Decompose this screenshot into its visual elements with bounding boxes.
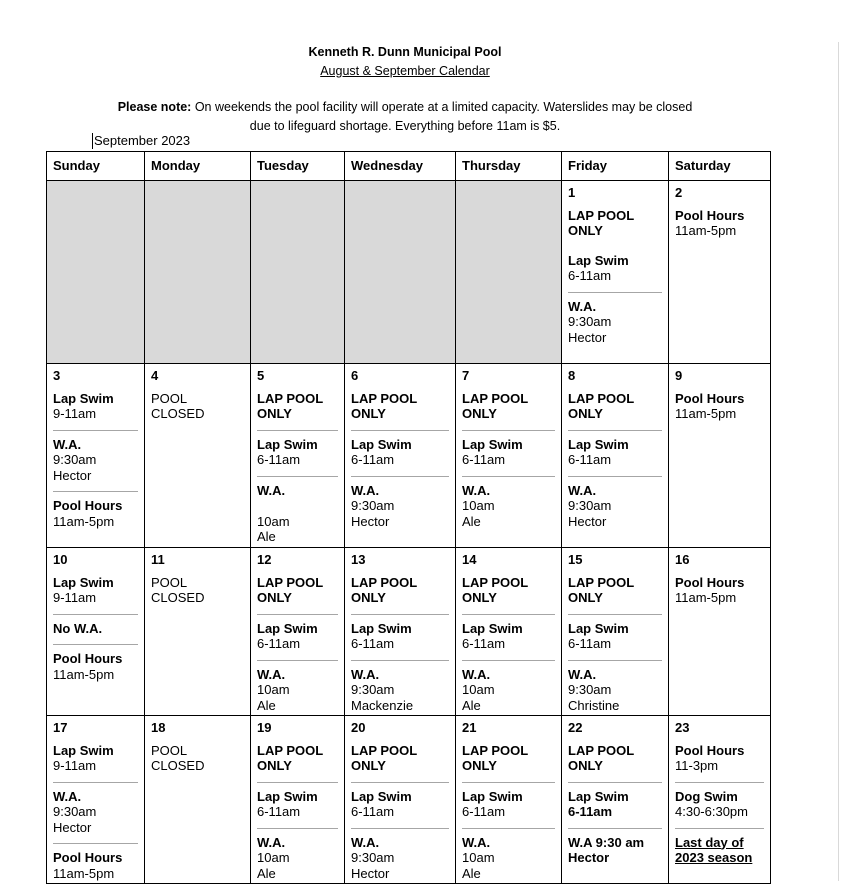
schedule-block bbox=[568, 253, 662, 284]
schedule-line: Lap Swim bbox=[462, 620, 523, 636]
schedule-line: LAP POOL bbox=[568, 574, 635, 590]
schedule-block bbox=[675, 743, 764, 774]
day-number: 6 bbox=[351, 368, 359, 383]
day-cell bbox=[669, 364, 771, 548]
day-cell bbox=[669, 548, 771, 716]
weekday-header-row bbox=[47, 152, 771, 181]
day-number: 8 bbox=[568, 368, 576, 383]
empty-day-cell bbox=[145, 181, 251, 364]
schedule-line: 4:30-6:30pm bbox=[675, 804, 748, 819]
empty-day-cell bbox=[345, 181, 456, 364]
week-row bbox=[47, 548, 771, 716]
day-number: 9 bbox=[675, 368, 683, 383]
schedule-line: 6-11am bbox=[257, 804, 301, 819]
schedule-line: LAP POOL bbox=[257, 742, 324, 758]
schedule-line: W.A. bbox=[462, 482, 491, 498]
schedule-line: POOL bbox=[151, 742, 188, 758]
schedule-line: Lap Swim bbox=[462, 436, 523, 452]
schedule-line: 9:30am bbox=[351, 850, 395, 865]
day-number: 20 bbox=[351, 720, 366, 735]
schedule-block bbox=[351, 575, 449, 606]
cell-divider bbox=[568, 660, 662, 661]
schedule-line: W.A. bbox=[351, 482, 380, 498]
schedule-line: Hector bbox=[351, 513, 390, 529]
empty-day-cell bbox=[251, 181, 345, 364]
day-number: 18 bbox=[151, 720, 166, 735]
schedule-block bbox=[462, 835, 555, 882]
schedule-line: ONLY bbox=[351, 590, 386, 605]
schedule-line: 9:30am bbox=[568, 314, 612, 329]
calendar-table bbox=[46, 151, 771, 884]
schedule-line: Lap Swim bbox=[568, 252, 629, 268]
day-cell bbox=[145, 716, 251, 884]
schedule-line: 2023 season bbox=[675, 850, 753, 865]
schedule-line: 9:30am bbox=[53, 804, 97, 819]
day-cell bbox=[345, 716, 456, 884]
schedule-block bbox=[568, 299, 662, 346]
schedule-line: POOL bbox=[151, 574, 188, 590]
cell-divider bbox=[257, 476, 338, 477]
cell-divider bbox=[568, 782, 662, 783]
day-number: 17 bbox=[53, 720, 68, 735]
schedule-line: 9:30am bbox=[568, 682, 612, 697]
schedule-line: LAP POOL bbox=[351, 574, 418, 590]
month-label: September 2023 bbox=[94, 133, 191, 148]
schedule-line: 6-11am bbox=[351, 636, 395, 651]
schedule-line: No W.A. bbox=[53, 620, 103, 636]
schedule-block bbox=[53, 789, 138, 836]
cell-divider bbox=[568, 614, 662, 615]
cell-divider bbox=[351, 660, 449, 661]
schedule-line: Hector bbox=[568, 850, 610, 865]
schedule-line: ONLY bbox=[257, 590, 292, 605]
schedule-line: Lap Swim bbox=[568, 788, 629, 804]
schedule-line: 6-11am bbox=[257, 636, 301, 651]
schedule-line: Pool Hours bbox=[675, 390, 745, 406]
weekday-header: Sunday bbox=[47, 152, 145, 181]
schedule-block bbox=[462, 789, 555, 820]
schedule-line: ONLY bbox=[462, 406, 497, 421]
schedule-line: 10am bbox=[462, 682, 495, 697]
cell-divider bbox=[675, 782, 764, 783]
schedule-line: Lap Swim bbox=[568, 620, 629, 636]
schedule-line: Lap Swim bbox=[351, 620, 412, 636]
schedule-line: Lap Swim bbox=[351, 436, 412, 452]
schedule-line: W.A. bbox=[351, 834, 380, 850]
schedule-line: 9:30am bbox=[53, 452, 97, 467]
day-number: 10 bbox=[53, 552, 68, 567]
cell-divider bbox=[351, 828, 449, 829]
schedule-line: POOL bbox=[151, 390, 188, 406]
schedule-line: 9-11am bbox=[53, 406, 97, 421]
schedule-block bbox=[351, 437, 449, 468]
cell-divider bbox=[462, 828, 555, 829]
cell-divider bbox=[257, 660, 338, 661]
schedule-block bbox=[462, 621, 555, 652]
cell-divider bbox=[462, 614, 555, 615]
day-cell bbox=[47, 364, 145, 548]
schedule-line: Christine bbox=[568, 697, 620, 713]
schedule-line: LAP POOL bbox=[462, 574, 529, 590]
schedule-line bbox=[257, 498, 338, 514]
schedule-block bbox=[462, 483, 555, 530]
schedule-block bbox=[257, 743, 338, 774]
day-number: 2 bbox=[675, 185, 683, 200]
schedule-line: LAP POOL bbox=[568, 742, 635, 758]
schedule-line: 11am-5pm bbox=[53, 865, 115, 881]
schedule-line: Lap Swim bbox=[351, 788, 412, 804]
day-cell bbox=[562, 364, 669, 548]
document-subtitle: August & September Calendar bbox=[320, 64, 490, 78]
day-cell bbox=[251, 548, 345, 716]
schedule-line: 6-11am bbox=[257, 452, 301, 467]
schedule-block bbox=[675, 208, 764, 239]
calendar-body bbox=[47, 181, 771, 884]
schedule-line: ONLY bbox=[351, 406, 386, 421]
day-cell bbox=[47, 548, 145, 716]
schedule-line: W.A. bbox=[257, 834, 286, 850]
cell-divider bbox=[53, 782, 138, 783]
cell-divider bbox=[53, 644, 138, 645]
schedule-line: 10am bbox=[257, 850, 290, 865]
schedule-block bbox=[53, 498, 138, 529]
schedule-block bbox=[462, 437, 555, 468]
schedule-line: 6-11am bbox=[351, 804, 395, 819]
day-number: 15 bbox=[568, 552, 583, 567]
cell-divider bbox=[53, 843, 138, 844]
schedule-block bbox=[151, 575, 244, 606]
schedule-line: Pool Hours bbox=[675, 742, 745, 758]
day-cell bbox=[562, 548, 669, 716]
day-number: 19 bbox=[257, 720, 272, 735]
day-number: 12 bbox=[257, 552, 272, 567]
schedule-block bbox=[568, 835, 662, 866]
schedule-block bbox=[351, 835, 449, 882]
schedule-block bbox=[568, 575, 662, 606]
schedule-line: W.A. bbox=[257, 666, 286, 682]
schedule-line: ONLY bbox=[351, 758, 386, 773]
schedule-block bbox=[53, 743, 138, 774]
schedule-line: 6-11am bbox=[462, 636, 506, 651]
schedule-line: 6-11am bbox=[568, 268, 612, 283]
cell-divider bbox=[257, 430, 338, 431]
schedule-line: ONLY bbox=[257, 406, 292, 421]
schedule-line: W.A 9:30 am bbox=[568, 834, 645, 850]
schedule-block bbox=[257, 621, 338, 652]
schedule-block bbox=[257, 789, 338, 820]
schedule-line: 10am bbox=[462, 850, 495, 865]
day-cell bbox=[145, 364, 251, 548]
schedule-line: Lap Swim bbox=[53, 390, 114, 406]
schedule-line: W.A. bbox=[462, 666, 491, 682]
schedule-line: ONLY bbox=[462, 590, 497, 605]
schedule-block bbox=[151, 743, 244, 774]
schedule-line: ONLY bbox=[462, 758, 497, 773]
week-row bbox=[47, 716, 771, 884]
week-row bbox=[47, 364, 771, 548]
day-cell bbox=[669, 716, 771, 884]
day-number: 21 bbox=[462, 720, 477, 735]
schedule-line: Hector bbox=[568, 329, 607, 345]
schedule-block bbox=[351, 667, 449, 714]
cell-divider bbox=[351, 614, 449, 615]
schedule-line: 10am bbox=[257, 682, 290, 697]
schedule-line: W.A. bbox=[568, 298, 597, 314]
schedule-line: LAP POOL bbox=[257, 390, 324, 406]
notice-line-2: due to lifeguard shortage. Everything before 11am is $5. bbox=[249, 119, 561, 133]
cell-divider bbox=[568, 476, 662, 477]
schedule-block bbox=[675, 575, 764, 606]
schedule-block bbox=[351, 621, 449, 652]
cell-divider bbox=[257, 782, 338, 783]
schedule-line: Ale bbox=[462, 513, 481, 529]
weekday-header: Monday bbox=[145, 152, 251, 181]
schedule-line: 9:30am bbox=[568, 498, 612, 513]
day-cell bbox=[145, 548, 251, 716]
cell-divider bbox=[257, 614, 338, 615]
schedule-line: LAP POOL bbox=[568, 207, 635, 223]
day-number: 22 bbox=[568, 720, 583, 735]
schedule-line: W.A. bbox=[568, 482, 597, 498]
day-number: 4 bbox=[151, 368, 159, 383]
schedule-line: Pool Hours bbox=[675, 207, 745, 223]
cell-divider bbox=[351, 430, 449, 431]
day-number: 1 bbox=[568, 185, 576, 200]
schedule-block bbox=[675, 835, 764, 866]
schedule-line: Pool Hours bbox=[675, 574, 745, 590]
schedule-block bbox=[568, 789, 662, 820]
cell-divider bbox=[53, 430, 138, 431]
schedule-line: Lap Swim bbox=[53, 574, 114, 590]
day-cell bbox=[456, 364, 562, 548]
schedule-line: Last day of bbox=[675, 834, 744, 850]
schedule-line: CLOSED bbox=[151, 758, 205, 773]
schedule-line: 11am-5pm bbox=[675, 223, 737, 238]
schedule-block bbox=[568, 208, 662, 239]
schedule-line: Ale bbox=[462, 865, 481, 881]
schedule-line: Ale bbox=[257, 529, 276, 544]
schedule-line: 11-3pm bbox=[675, 758, 719, 773]
schedule-line: 6-11am bbox=[568, 452, 612, 467]
cell-divider bbox=[568, 828, 662, 829]
schedule-line: Ale bbox=[257, 697, 276, 713]
cell-divider bbox=[462, 476, 555, 477]
schedule-line: CLOSED bbox=[151, 590, 205, 605]
day-cell bbox=[345, 548, 456, 716]
schedule-block bbox=[53, 437, 138, 484]
empty-day-cell bbox=[456, 181, 562, 364]
schedule-line: ONLY bbox=[568, 406, 603, 421]
day-cell bbox=[456, 716, 562, 884]
day-cell bbox=[251, 716, 345, 884]
schedule-line: LAP POOL bbox=[351, 390, 418, 406]
day-number: 7 bbox=[462, 368, 470, 383]
day-cell bbox=[47, 716, 145, 884]
weekday-header: Saturday bbox=[669, 152, 771, 181]
schedule-block bbox=[568, 483, 662, 530]
schedule-line: W.A. bbox=[257, 482, 286, 498]
schedule-line: LAP POOL bbox=[257, 574, 324, 590]
day-number: 23 bbox=[675, 720, 690, 735]
day-number: 14 bbox=[462, 552, 477, 567]
notice-line-1: On weekends the pool facility will operate at a limited capacity. Waterslides may be closed bbox=[194, 100, 693, 114]
schedule-line: W.A. bbox=[568, 666, 597, 682]
schedule-block bbox=[568, 667, 662, 714]
schedule-line: W.A. bbox=[351, 666, 380, 682]
schedule-line: Dog Swim bbox=[675, 788, 738, 804]
schedule-block bbox=[257, 667, 338, 714]
schedule-line: W.A. bbox=[462, 834, 491, 850]
day-number: 13 bbox=[351, 552, 366, 567]
schedule-line: 11am-5pm bbox=[53, 666, 115, 682]
schedule-line: 6-11am bbox=[462, 804, 506, 819]
day-cell bbox=[251, 364, 345, 548]
schedule-block bbox=[568, 391, 662, 422]
schedule-line: CLOSED bbox=[151, 406, 205, 421]
schedule-block bbox=[151, 391, 244, 422]
schedule-line: W.A. bbox=[53, 436, 82, 452]
schedule-line: 9-11am bbox=[53, 590, 97, 605]
weekday-header: Wednesday bbox=[345, 152, 456, 181]
schedule-block bbox=[462, 667, 555, 714]
schedule-line: LAP POOL bbox=[462, 390, 529, 406]
schedule-block bbox=[675, 391, 764, 422]
schedule-block bbox=[257, 437, 338, 468]
schedule-line: 11am-5pm bbox=[675, 590, 737, 605]
schedule-block bbox=[568, 437, 662, 468]
schedule-line: Pool Hours bbox=[53, 651, 123, 666]
schedule-line: Pool Hours bbox=[53, 850, 123, 865]
schedule-line: Hector bbox=[568, 513, 607, 529]
day-cell bbox=[345, 364, 456, 548]
schedule-block bbox=[675, 789, 764, 820]
schedule-block bbox=[351, 391, 449, 422]
cell-divider bbox=[53, 614, 138, 615]
schedule-line: Hector bbox=[53, 467, 92, 483]
schedule-block bbox=[53, 651, 138, 682]
schedule-block bbox=[257, 575, 338, 606]
schedule-line: 11am-5pm bbox=[53, 513, 115, 529]
day-cell bbox=[456, 548, 562, 716]
document-title: Kenneth R. Dunn Municipal Pool bbox=[308, 45, 502, 59]
schedule-block bbox=[462, 391, 555, 422]
schedule-block bbox=[351, 789, 449, 820]
cell-divider bbox=[568, 430, 662, 431]
schedule-line: Lap Swim bbox=[257, 620, 318, 636]
cell-divider bbox=[462, 660, 555, 661]
cell-divider bbox=[462, 430, 555, 431]
schedule-line: 11am-5pm bbox=[675, 406, 737, 421]
schedule-line: ONLY bbox=[568, 223, 603, 238]
day-cell bbox=[562, 716, 669, 884]
schedule-line: Mackenzie bbox=[351, 697, 414, 713]
schedule-line: Lap Swim bbox=[257, 436, 318, 452]
schedule-line: 10am bbox=[462, 498, 495, 513]
cell-divider bbox=[257, 828, 338, 829]
cell-divider bbox=[568, 292, 662, 293]
schedule-line: Ale bbox=[462, 697, 481, 713]
empty-day-cell bbox=[47, 181, 145, 364]
cell-divider bbox=[675, 828, 764, 829]
notice bbox=[0, 98, 810, 136]
schedule-block bbox=[53, 850, 138, 881]
cell-divider bbox=[351, 476, 449, 477]
page-edge bbox=[838, 42, 839, 881]
schedule-block bbox=[53, 575, 138, 606]
schedule-block bbox=[462, 575, 555, 606]
weekday-header: Tuesday bbox=[251, 152, 345, 181]
schedule-line: Hector bbox=[53, 819, 92, 835]
day-number: 11 bbox=[151, 552, 165, 567]
schedule-block bbox=[257, 483, 338, 545]
notice-lead: Please note: bbox=[117, 100, 192, 114]
schedule-line: 10am bbox=[257, 513, 290, 529]
schedule-line: Hector bbox=[351, 865, 390, 881]
weekday-header: Thursday bbox=[456, 152, 562, 181]
cell-divider bbox=[351, 782, 449, 783]
day-number: 16 bbox=[675, 552, 690, 567]
schedule-block bbox=[257, 835, 338, 882]
weekday-header: Friday bbox=[562, 152, 669, 181]
schedule-line: W.A. bbox=[53, 788, 82, 804]
cell-divider bbox=[462, 782, 555, 783]
schedule-line: Pool Hours bbox=[53, 498, 123, 513]
schedule-block bbox=[351, 483, 449, 530]
schedule-line: 6-11am bbox=[568, 636, 612, 651]
schedule-block bbox=[462, 743, 555, 774]
schedule-line: Ale bbox=[257, 865, 276, 881]
schedule-line: ONLY bbox=[568, 590, 603, 605]
schedule-block bbox=[568, 743, 662, 774]
schedule-line: Lap Swim bbox=[568, 436, 629, 452]
schedule-line: Lap Swim bbox=[257, 788, 318, 804]
schedule-line: LAP POOL bbox=[462, 742, 529, 758]
schedule-line: Lap Swim bbox=[462, 788, 523, 804]
day-cell bbox=[562, 181, 669, 364]
week-row bbox=[47, 181, 771, 364]
schedule-block bbox=[257, 391, 338, 422]
schedule-line: 9:30am bbox=[351, 498, 395, 513]
schedule-line: 9-11am bbox=[53, 758, 97, 773]
cell-divider bbox=[53, 491, 138, 492]
schedule-block bbox=[351, 743, 449, 774]
schedule-line: Lap Swim bbox=[53, 742, 114, 758]
schedule-block bbox=[53, 391, 138, 422]
schedule-line: 9:30am bbox=[351, 682, 395, 697]
schedule-line: ONLY bbox=[257, 758, 292, 773]
schedule-block bbox=[568, 621, 662, 652]
day-number: 5 bbox=[257, 368, 265, 383]
day-cell bbox=[669, 181, 771, 364]
schedule-line: 6-11am bbox=[351, 452, 395, 467]
schedule-line: LAP POOL bbox=[351, 742, 418, 758]
schedule-line: ONLY bbox=[568, 758, 603, 773]
schedule-line: LAP POOL bbox=[568, 390, 635, 406]
schedule-line: 6-11am bbox=[462, 452, 506, 467]
schedule-line: 6-11am bbox=[568, 804, 613, 819]
day-number: 3 bbox=[53, 368, 61, 383]
schedule-block bbox=[53, 621, 138, 637]
